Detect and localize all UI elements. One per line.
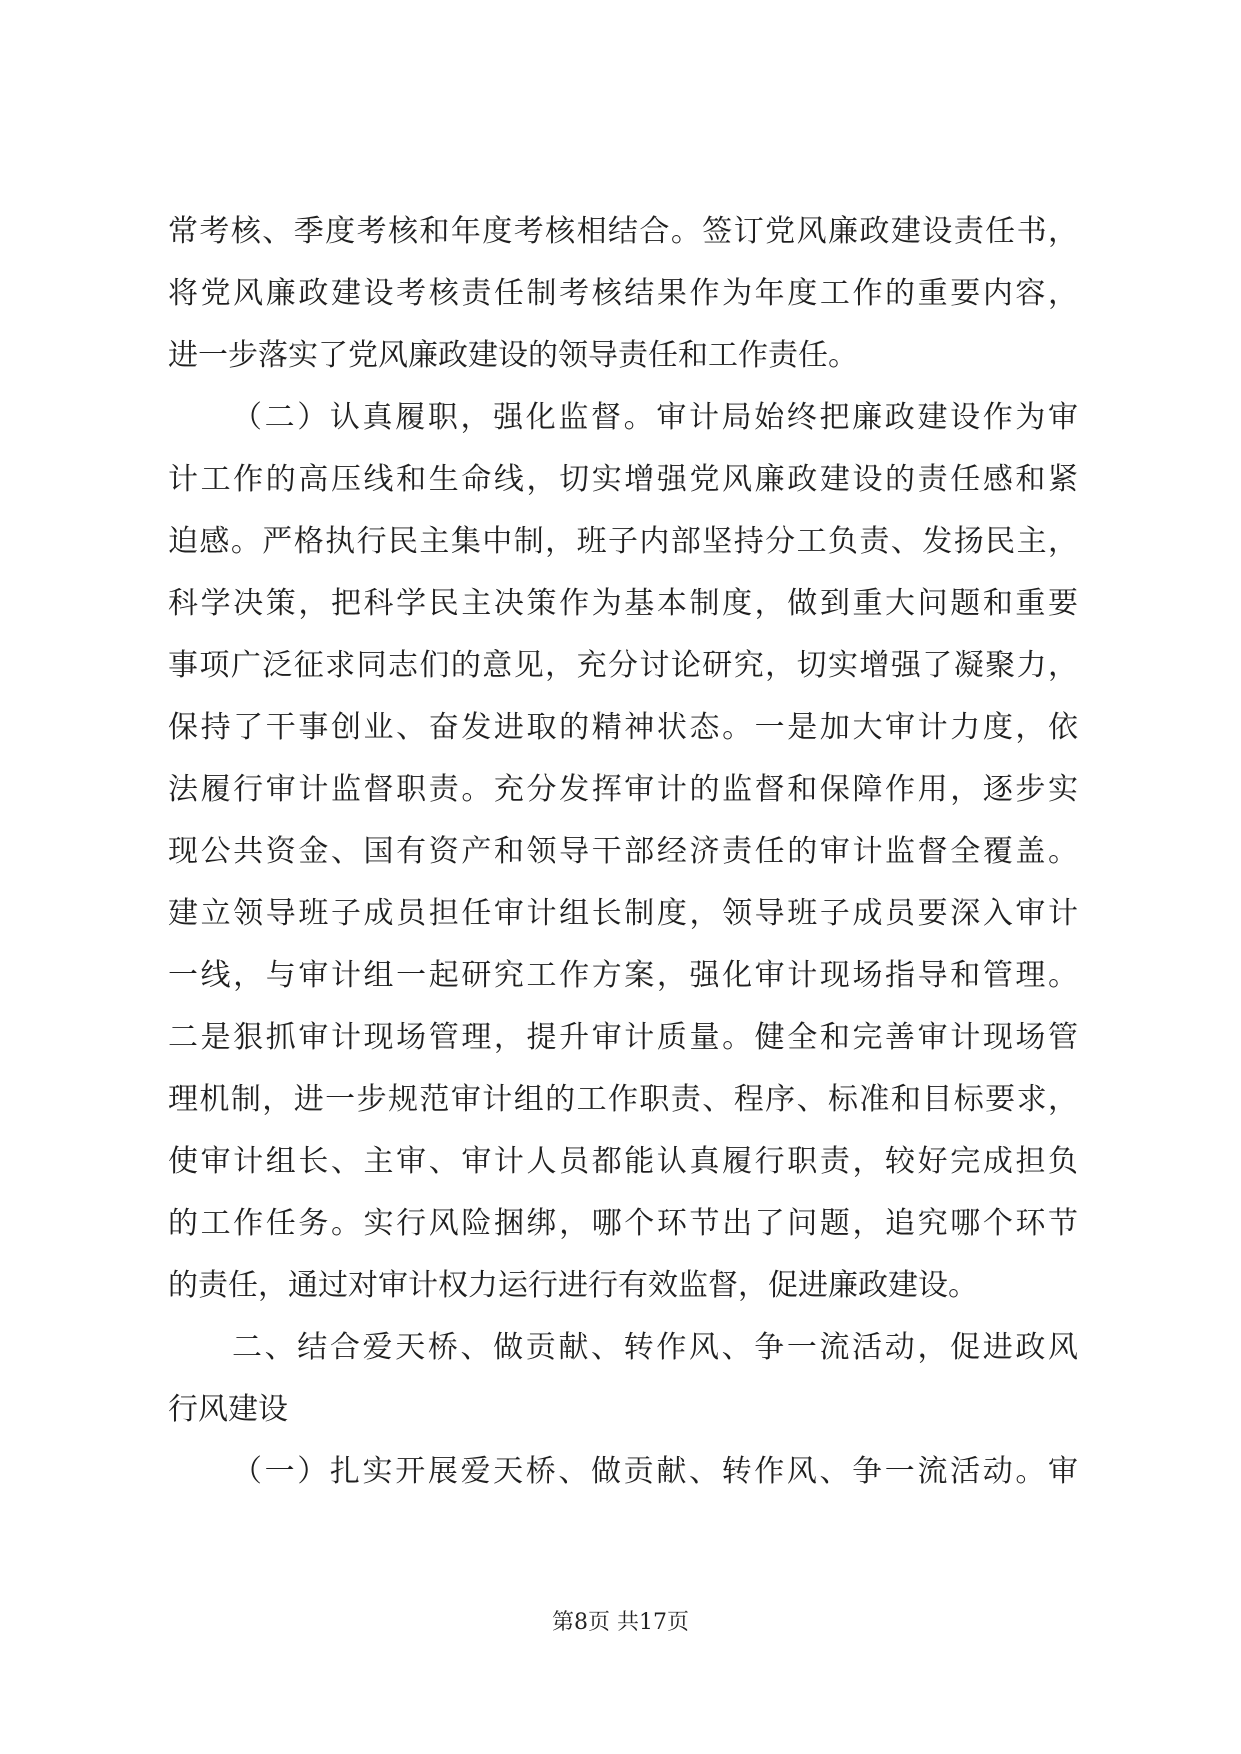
body-text-line: 常考核、季度考核和年度考核相结合。签订党风廉政建设责任书，	[168, 214, 1078, 249]
body-text-line: 科学决策，把科学民主决策作为基本制度，做到重大问题和重要	[168, 586, 1078, 621]
section-heading-line: 二、结合爱天桥、做贡献、转作风、争一流活动，促进政风	[232, 1330, 1078, 1365]
body-text-line: 将党风廉政建设考核责任制考核结果作为年度工作的重要内容，	[168, 276, 1078, 311]
body-text-line: 的工作任务。实行风险捆绑，哪个环节出了问题，追究哪个环节	[168, 1206, 1078, 1241]
body-text-line: 建立领导班子成员担任审计组长制度，领导班子成员要深入审计	[168, 896, 1078, 931]
body-text-line: 使审计组长、主审、审计人员都能认真履行职责，较好完成担负	[168, 1144, 1078, 1179]
body-text-line: 现公共资金、国有资产和领导干部经济责任的审计监督全覆盖。	[168, 834, 1078, 869]
subsection-heading-line: （一）扎实开展爱天桥、做贡献、转作风、争一流活动。审	[232, 1454, 1078, 1489]
body-text-line: 一线，与审计组一起研究工作方案，强化审计现场指导和管理。	[168, 958, 1078, 993]
body-text-line: 进一步落实了党风廉政建设的领导责任和工作责任。	[168, 338, 858, 373]
body-text-line: 二是狠抓审计现场管理，提升审计质量。健全和完善审计现场管	[168, 1020, 1078, 1055]
body-text-line: 事项广泛征求同志们的意见，充分讨论研究，切实增强了凝聚力，	[168, 648, 1078, 683]
page-footer: 第8页 共17页	[552, 1610, 689, 1635]
section-heading-line: （二）认真履职，强化监督。审计局始终把廉政建设作为审	[232, 400, 1078, 435]
body-text-line: 理机制，进一步规范审计组的工作职责、程序、标准和目标要求，	[168, 1082, 1078, 1117]
section-heading-line: 行风建设	[168, 1392, 288, 1427]
body-text-line: 迫感。严格执行民主集中制，班子内部坚持分工负责、发扬民主，	[168, 524, 1078, 559]
body-text-line: 的责任，通过对审计权力运行进行有效监督，促进廉政建设。	[168, 1268, 978, 1303]
body-text-line: 计工作的高压线和生命线，切实增强党风廉政建设的责任感和紧	[168, 462, 1078, 497]
body-text-line: 法履行审计监督职责。充分发挥审计的监督和保障作用，逐步实	[168, 772, 1078, 807]
body-text-line: 保持了干事创业、奋发进取的精神状态。一是加大审计力度，依	[168, 710, 1078, 745]
